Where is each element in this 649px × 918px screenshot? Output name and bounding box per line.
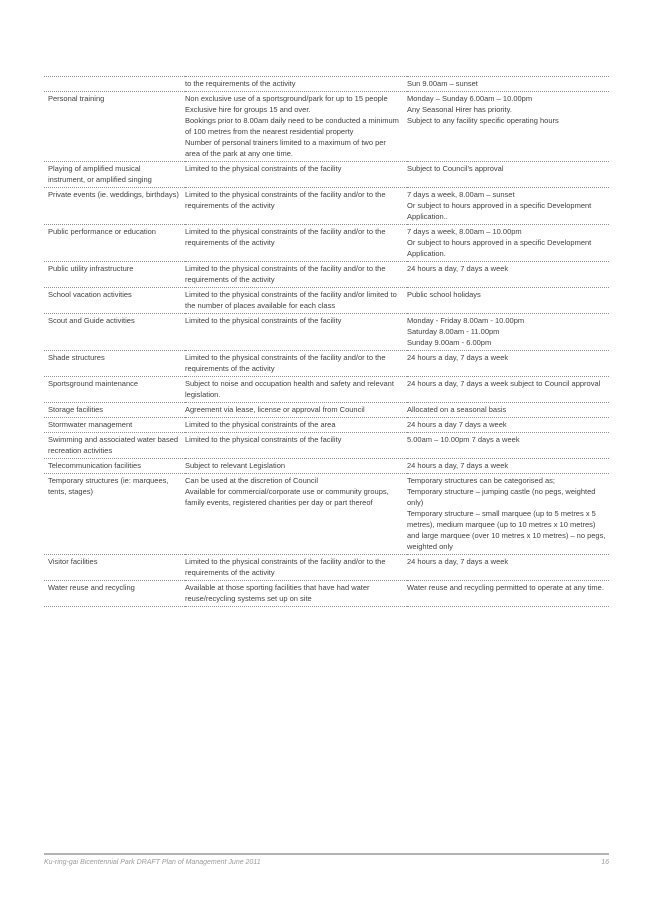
hours-cell: 7 days a week, 8.00am – sunset Or subject to hours approved in a specific Development Application..: [407, 188, 609, 225]
limitations-cell: Limited to the physical constraints of the area: [185, 418, 407, 433]
limitations-cell: Limited to the physical constraints of the facility: [185, 433, 407, 459]
table-row-visitor-facilities: [44, 555, 609, 581]
hours-cell: Monday – Sunday 6.00am – 10.00pm Any Seasonal Hirer has priority. Subject to any facility specific operating hours: [407, 92, 609, 162]
activity-cell: Public performance or education: [44, 225, 185, 262]
table-row-storage-facilities: [44, 403, 609, 418]
activity-cell: Telecommunication facilities: [44, 459, 185, 474]
table-row-school-vacation: [44, 288, 609, 314]
activity-cell: Public utility infrastructure: [44, 262, 185, 288]
hours-cell: 24 hours a day, 7 days a week subject to Council approval: [407, 377, 609, 403]
limitations-cell: Available at those sporting facilities that have had water reuse/recycling systems set up on site: [185, 581, 407, 607]
activity-cell: Storage facilities: [44, 403, 185, 418]
table-row-sportsground-maintenance: [44, 377, 609, 403]
limitations-cell: Agreement via lease, license or approval from Council: [185, 403, 407, 418]
limitations-cell: Limited to the physical constraints of the facility: [185, 162, 407, 188]
park-activities-table: [44, 76, 609, 607]
table-row-temporary-structures: [44, 474, 609, 555]
table-row-swimming: [44, 433, 609, 459]
limitations-cell: Limited to the physical constraints of the facility and/or to the requirements of the activity: [185, 225, 407, 262]
activity-cell: Stormwater management: [44, 418, 185, 433]
hours-cell: 24 hours a day, 7 days a week: [407, 262, 609, 288]
limitations-cell: Limited to the physical constraints of the facility and/or to the requirements of the activity: [185, 262, 407, 288]
activity-cell: Private events (ie. weddings, birthdays): [44, 188, 185, 225]
hours-cell: Water reuse and recycling permitted to operate at any time.: [407, 581, 609, 607]
hours-cell: 5.00am – 10.00pm 7 days a week: [407, 433, 609, 459]
activity-cell: School vacation activities: [44, 288, 185, 314]
table-row-stormwater-management: [44, 418, 609, 433]
hours-cell: Subject to Council's approval: [407, 162, 609, 188]
page-footer: [44, 853, 609, 867]
table-row-water-reuse: [44, 581, 609, 607]
activity-cell: Sportsground maintenance: [44, 377, 185, 403]
table-row-shade-structures: [44, 351, 609, 377]
table-row-continued: [44, 77, 609, 92]
table-row-public-utility: [44, 262, 609, 288]
activity-cell: Playing of amplified musical instrument, or amplified singing: [44, 162, 185, 188]
limitations-cell: Can be used at the discretion of Council Available for commercial/corporate use or community groups, family events, registered charities per day or part thereof: [185, 474, 407, 555]
hours-cell: Temporary structures can be categorised as; Temporary structure – jumping castle (no pegs, weighted only) Temporary structure – small marquee (up to 5 metres x 5 metres), medium marquee (up to 10 metres x 10 metres) and large marquee (over 10 metres x 10 metres) – no pegs, weighted only: [407, 474, 609, 555]
activity-cell: Shade structures: [44, 351, 185, 377]
hours-cell: 7 days a week, 8.00am – 10.00pm Or subject to hours approved in a specific Development Application.: [407, 225, 609, 262]
activity-cell: Visitor facilities: [44, 555, 185, 581]
table-row-amplified-music: [44, 162, 609, 188]
table-row-personal-training: [44, 92, 609, 162]
limitations-cell: Limited to the physical constraints of the facility and/or to the requirements of the activity: [185, 351, 407, 377]
hours-cell: 24 hours a day, 7 days a week: [407, 351, 609, 377]
table-row-telecommunication: [44, 459, 609, 474]
footer-document-title: Ku-ring-gai Bicentennial Park DRAFT Plan of Management June 2011: [44, 859, 261, 866]
hours-cell: 24 hours a day 7 days a week: [407, 418, 609, 433]
table-row-public-performance: [44, 225, 609, 262]
activity-cell: Water reuse and recycling: [44, 581, 185, 607]
activity-cell: Personal training: [44, 92, 185, 162]
hours-cell: Allocated on a seasonal basis: [407, 403, 609, 418]
limitations-cell: Limited to the physical constraints of the facility and/or to the requirements of the activity: [185, 555, 407, 581]
hours-cell: Sun 9.00am – sunset: [407, 77, 609, 92]
table-row-scout-guide: [44, 314, 609, 351]
limitations-cell: Non exclusive use of a sportsground/park for up to 15 people Exclusive hire for groups 15 and over. Bookings prior to 8.00am daily need to be conducted a minimum of 100 metres from the nearest residential property Number of personal trainers limited to a maximum of two per area of the park at any one time.: [185, 92, 407, 162]
hours-cell: 24 hours a day, 7 days a week: [407, 555, 609, 581]
activity-cell: Temporary structures (ie: marquees, tents, stages): [44, 474, 185, 555]
limitations-cell: to the requirements of the activity: [185, 77, 407, 92]
footer-page-number: 16: [601, 859, 609, 866]
hours-cell: 24 hours a day, 7 days a week: [407, 459, 609, 474]
activity-cell: Swimming and associated water based recreation activities: [44, 433, 185, 459]
limitations-cell: Limited to the physical constraints of the facility and/or limited to the number of places available for each class: [185, 288, 407, 314]
hours-cell: Monday - Friday 8.00am - 10.00pm Saturday 8.00am - 11.00pm Sunday 9.00am - 6.00pm: [407, 314, 609, 351]
limitations-cell: Subject to noise and occupation health and safety and relevant legislation.: [185, 377, 407, 403]
activity-cell: [44, 77, 185, 92]
limitations-cell: Limited to the physical constraints of the facility and/or to the requirements of the activity: [185, 188, 407, 225]
limitations-cell: Limited to the physical constraints of the facility: [185, 314, 407, 351]
hours-cell: Public school holidays: [407, 288, 609, 314]
table-row-private-events: [44, 188, 609, 225]
activity-cell: Scout and Guide activities: [44, 314, 185, 351]
limitations-cell: Subject to relevant Legislation: [185, 459, 407, 474]
